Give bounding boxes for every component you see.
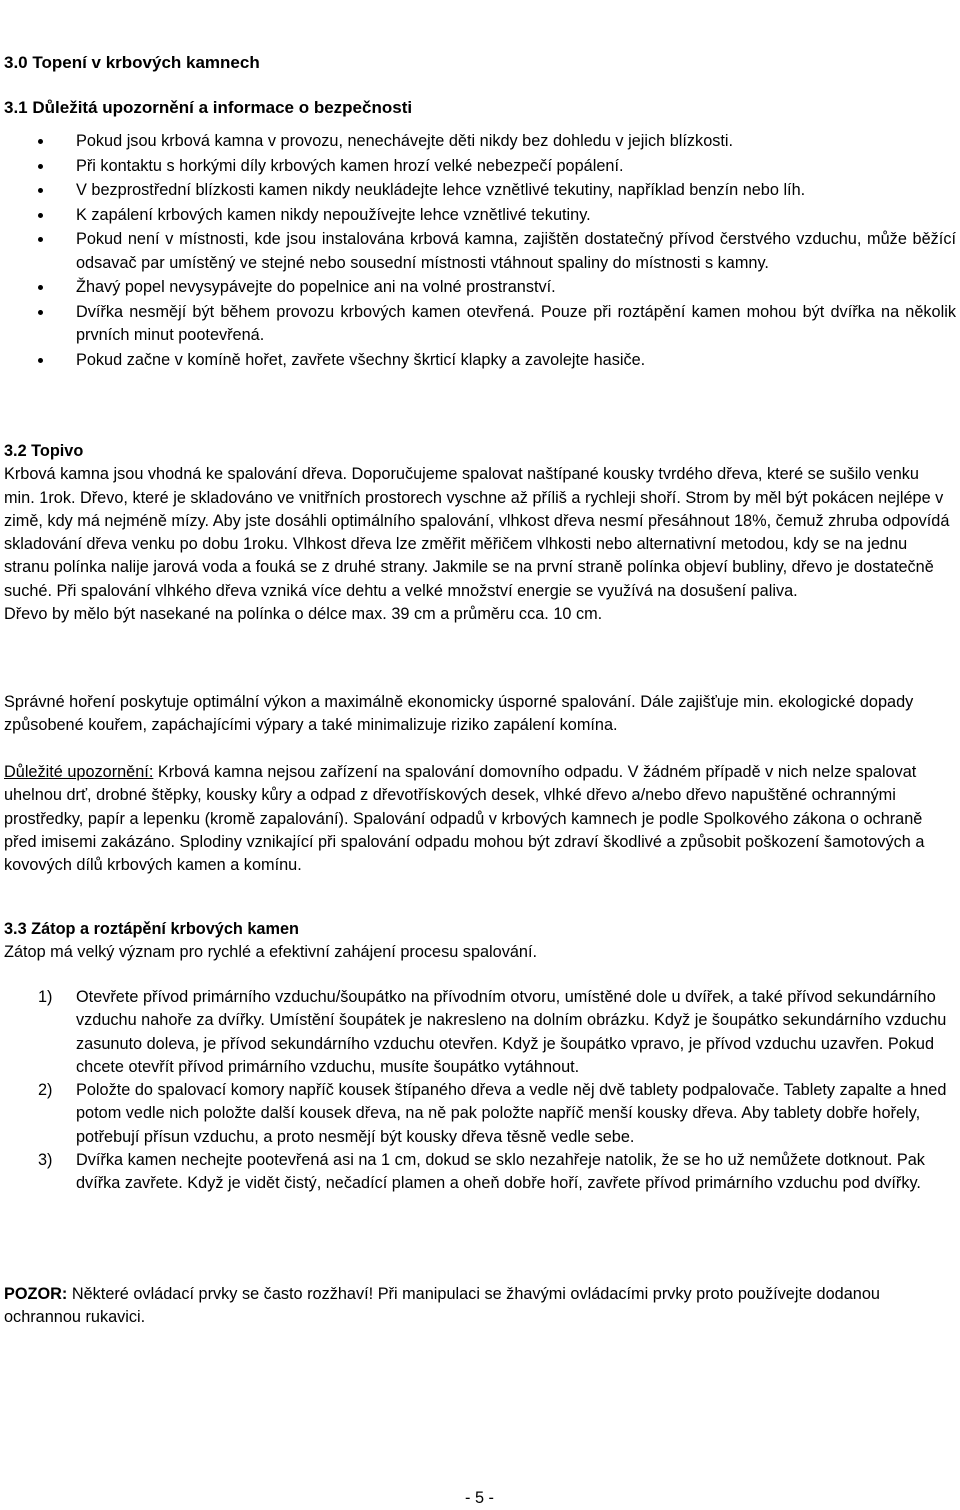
- bullet-icon: [38, 310, 43, 315]
- bullet-icon: [38, 188, 43, 193]
- list-item: V bezprostřední blízkosti kamen nikdy neukládejte lehce vznětlivé tekutiny, například benzín nebo líh.: [0, 179, 960, 202]
- bullet-icon: [38, 164, 43, 169]
- bullet-icon: [38, 285, 43, 290]
- combustion-paragraph: Správné hoření poskytuje optimální výkon a maximálně ekonomicky úsporné spalování. Dále zajišťuje min. ekologické dopady způsobené kouřem, zapáchajícími výpary a také minimalizuje riziko zapálení komína.: [4, 693, 914, 735]
- list-item: 3) Dvířka kamen nechejte pootevřená asi na 1 cm, dokud se sklo nezahřeje natolik, že se ho už nemůžete dotknout. Pak dvířka zavřete. Když je vidět čistý, nečadící plamen a oheň dobře hoří, zavřete přívod primárního vzduchu pod dvířky.: [38, 1151, 925, 1193]
- bullet-icon: [38, 358, 43, 363]
- fuel-size-line: Dřevo by mělo být nasekané na polínka o délce max. 39 cm a průměru cca. 10 cm.: [4, 605, 603, 624]
- fuel-paragraph: Krbová kamna jsou vhodná ke spalování dřeva. Doporučujeme spalovat naštípané kousky tvrdého dřeva, které se sušilo venku min. 1rok. Dřevo, které je skladováno ve vnitřních prostorech vyschne až příliš a rychleji shoří. Strom by měl být pokácen nejlépe v zimě, kdy má nejméně mízy. Aby jste dosáhli optimálního spalování, vlhkost dřeva nesmí přesáhnout 18%, čemuž zhruba odpovídá skladování dřeva venku po dobu 1roku. Vlhkost dřeva lze změřit měřičem vlhkosti nebo alternativní metodou, kdy se na jednu stranu polínka nalije jarová voda a fouká se z druhé strany. Jakmile se na první straně polínka objeví bubliny, dřevo je dostatečně suché. Při spalování vlhkého dřeva vzniká více dehtu a velké množství energie se využívá na dosušení paliva.: [4, 465, 950, 600]
- heading-safety: 3.1 Důležitá upozornění a informace o bezpečnosti: [4, 98, 413, 117]
- bullet-icon: [38, 213, 43, 218]
- list-item: 1) Otevřete přívod primárního vzduchu/šoupátko na přívodním otvoru, umístěné dole u dvířek, a také přívod sekundárního vzduchu nahoře za dvířky. Umístění šoupátek je nakresleno na dolním obrázku. Když je šoupátko sekundárního vzduchu zasunuto doleva, je přívod sekundárního vzduchu otevřen. Když je šoupátko vpravo, je přívod vzduchu uzavřen. Pokud chcete otevřít přívod primárního vzduchu, musíte šoupátko vytáhnout.: [38, 988, 947, 1076]
- caution-paragraph: [4, 1283, 954, 1330]
- ignition-section: [4, 918, 954, 965]
- safety-list: [0, 130, 960, 373]
- list-item: Pokud začne v komíně hořet, zavřete všechny škrticí klapky a zavolejte hasiče.: [0, 349, 960, 372]
- caution-label: POZOR:: [4, 1285, 68, 1303]
- ignition-steps: [0, 986, 960, 1196]
- bullet-icon: [38, 139, 43, 144]
- warning-paragraph: [4, 761, 954, 877]
- list-item: Žhavý popel nevysypávejte do popelnice ani na volné prostranství.: [0, 276, 960, 299]
- list-item: Pokud není v místnosti, kde jsou instalována krbová kamna, zajištěn dostatečný přívod čerstvého vzduchu, může běžící odsavač par umístěný ve stejné nebo sousední místnosti vtáhnout spaliny do místnosti s kamny.: [0, 228, 960, 275]
- page-number: - 5 -: [465, 1489, 494, 1507]
- list-item: K zapálení krbových kamen nikdy nepoužívejte lehce vznětlivé tekutiny.: [0, 204, 960, 227]
- bullet-icon: [38, 237, 43, 242]
- warning-label: Důležité upozornění:: [4, 763, 154, 781]
- list-item: 2) Položte do spalovací komory napříč kousek štípaného dřeva a vedle něj dvě tablety podpalovače. Tablety zapalte a hned potom vedle nich položte další kousek dřeva, na ně pak položte napříč menší kousky dřeva. Aby tablety dobře hořely, potřebují přísun vzduchu, a proto nesmějí být kousky dřeva těsně vedle sebe.: [38, 1081, 947, 1146]
- caution-text: Některé ovládací prvky se často rozžhaví! Při manipulaci se žhavými ovládacími prvky proto používejte dodanou ochrannou rukavici.: [4, 1285, 880, 1327]
- list-item: Při kontaktu s horkými díly krbových kamen hrozí velké nebezpečí popálení.: [0, 155, 960, 178]
- ignition-intro: Zátop má velký význam pro rychlé a efektivní zahájení procesu spalování.: [4, 943, 538, 962]
- warning-text: Krbová kamna nejsou zařízení na spalování domovního odpadu. V žádném případě v nich nelze spalovat uhelnou drť, drobné štěpky, kousky kůry a odpad z dřevotřískových desek, vlhké dřevo a/nebo dřevo napuštěné ochrannými prostředky, papír a lepenku (kromě zapalování). Spalování odpadů v krbových kamnech je podle Spolkového zákona o ochraně před imisemi zakázáno. Splodiny vznikající při spalování odpadu mohou být zdraví škodlivé a způsobit poškození šamotových a kovových dílů krbových kamen a komínu.: [4, 763, 925, 875]
- fuel-section: [4, 440, 954, 626]
- heading-ignition: 3.3 Zátop a roztápění krbových kamen: [4, 920, 299, 938]
- heading-fuel: 3.2 Topivo: [4, 442, 84, 460]
- list-item: Dvířka nesmějí být během provozu krbových kamen otevřená. Pouze při roztápění kamen mohou být dvířka na několik prvních minut pootevřená.: [0, 301, 960, 348]
- heading-main: 3.0 Topení v krbových kamnech: [4, 53, 260, 72]
- list-item: Pokud jsou krbová kamna v provozu, nenechávejte děti nikdy bez dohledu v jejich blízkosti.: [0, 130, 960, 153]
